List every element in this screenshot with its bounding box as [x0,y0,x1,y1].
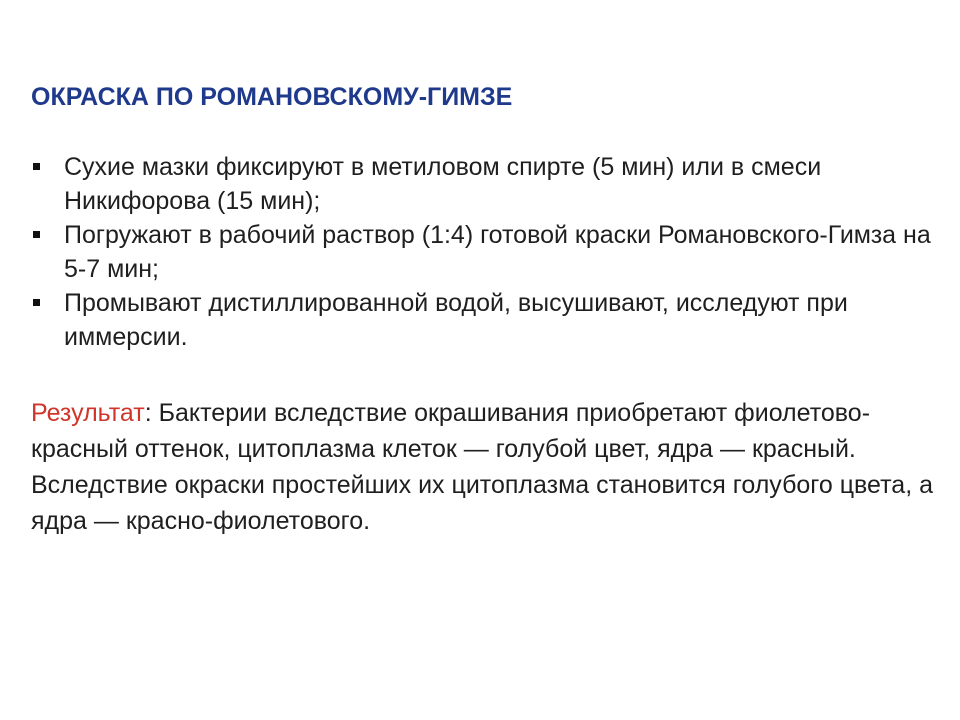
bullet-item [31,286,941,354]
result-separator: : [144,399,159,427]
result-paragraph [31,395,936,539]
square-bullet-icon [33,231,40,238]
result-text: Бактерии вследствие окрашивания приобретают фиолетово-красный оттенок, цитоплазма клеток — голубой цвет, ядра — красный. Вследствие окраски простейших их цитоплазма становится голубого цвета, а ядра — красно-фиолетового. [31,399,933,535]
bullet-text: Сухие мазки фиксируют в метиловом спирте (5 мин) или в смеси Никифорова (15 мин); [64,153,822,215]
slide-title: ОКРАСКА ПО РОМАНОВСКОМУ-ГИМЗЕ [31,83,513,111]
bullet-text: Промывают дистиллированной водой, высушивают, исследуют при иммерсии. [64,289,848,351]
result-label: Результат [31,399,145,427]
square-bullet-icon [33,299,40,306]
bullet-list [31,150,941,354]
bullet-text: Погружают в рабочий раствор (1:4) готовой краски Романовского-Гимза на 5-7 мин; [64,221,931,283]
bullet-item [31,150,941,218]
square-bullet-icon [33,163,40,170]
bullet-item [31,218,941,286]
